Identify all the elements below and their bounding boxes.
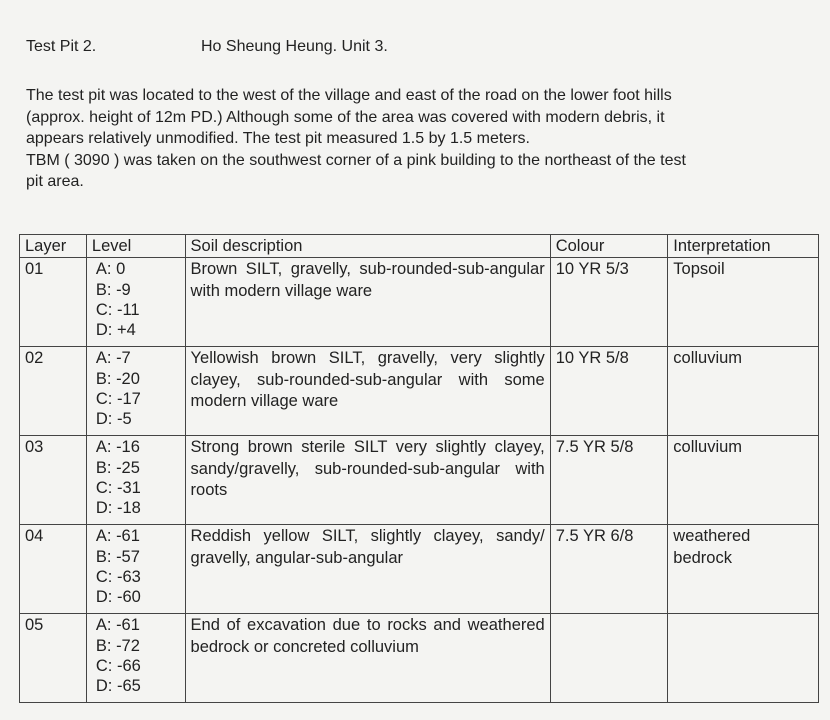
level-value: A: -61: [95, 616, 140, 634]
interpretation-cell: Topsoil: [668, 258, 819, 347]
level-value: D: -60: [95, 588, 141, 606]
table-row: [20, 436, 819, 525]
level-value: C: -31: [95, 478, 141, 497]
header-layer: Layer: [20, 235, 87, 258]
interpretation-cell: colluvium: [668, 436, 819, 525]
table-row: [20, 525, 819, 614]
soil-layer-table: [19, 234, 819, 703]
level-value: D: -5: [95, 410, 132, 428]
test-pit-title: Test Pit 2.: [26, 38, 97, 55]
level-cell: [86, 347, 185, 436]
level-value: D: -18: [95, 499, 141, 517]
table-row: [20, 614, 819, 703]
level-value: C: -66: [95, 656, 141, 675]
colour-cell: 7.5 YR 6/8: [550, 525, 668, 614]
level-value: D: +4: [95, 321, 136, 339]
level-value: C: -63: [95, 567, 141, 586]
soil-description-cell: End of excavation due to rocks and weathered bedrock or concreted colluvium: [185, 614, 550, 703]
pit-description: [26, 85, 696, 193]
colour-cell: 10 YR 5/3: [550, 258, 668, 347]
level-cell: [86, 436, 185, 525]
interpretation-cell: [668, 614, 819, 703]
level-value: B: -57: [95, 547, 140, 566]
level-cell: [86, 525, 185, 614]
interpretation-cell: weathered bedrock: [668, 525, 819, 614]
layer-cell: 04: [20, 525, 87, 614]
soil-description-cell: Reddish yellow SILT, slightly clayey, sandy/ gravelly, angular-sub-angular: [185, 525, 550, 614]
soil-description-cell: Brown SILT, gravelly, sub-rounded-sub-angular with modern village ware: [185, 258, 550, 347]
level-value: A: 0: [95, 260, 126, 278]
table-row: [20, 258, 819, 347]
table-row: [20, 347, 819, 436]
location-paragraph: The test pit was located to the west of the village and east of the road on the lower foot hills (approx. height of 12m PD.) Although some of the area was covered with modern debris, it appears relatively unmodified. The test pit measured 1.5 by 1.5 meters.: [26, 87, 672, 147]
header-colour: Colour: [550, 235, 668, 258]
table-header-row: [20, 235, 819, 258]
tbm-paragraph: TBM ( 3090 ) was taken on the southwest corner of a pink building to the northeast of the test pit area.: [26, 151, 686, 190]
level-value: A: -16: [95, 438, 140, 456]
header-soil-description: Soil description: [185, 235, 550, 258]
layer-cell: 01: [20, 258, 87, 347]
level-value: B: -9: [95, 280, 131, 299]
header-interpretation: Interpretation: [668, 235, 819, 258]
level-cell: [86, 614, 185, 703]
level-value: A: -61: [95, 527, 140, 545]
layer-cell: 03: [20, 436, 87, 525]
level-value: D: -65: [95, 677, 141, 695]
level-value: B: -20: [95, 369, 140, 388]
interpretation-cell: colluvium: [668, 347, 819, 436]
header-level: Level: [86, 235, 185, 258]
layer-cell: 05: [20, 614, 87, 703]
soil-description-cell: Yellowish brown SILT, gravelly, very slightly clayey, sub-rounded-sub-angular with some modern village ware: [185, 347, 550, 436]
level-value: A: -7: [95, 349, 131, 367]
site-title: Ho Sheung Heung. Unit 3.: [201, 38, 388, 55]
layer-cell: 02: [20, 347, 87, 436]
level-value: B: -72: [95, 636, 140, 655]
soil-description-cell: Strong brown sterile SILT very slightly clayey, sandy/gravelly, sub-rounded-sub-angular with roots: [185, 436, 550, 525]
level-value: C: -17: [95, 389, 141, 408]
colour-cell: 7.5 YR 5/8: [550, 436, 668, 525]
level-value: C: -11: [95, 300, 140, 319]
colour-cell: 10 YR 5/8: [550, 347, 668, 436]
level-cell: [86, 258, 185, 347]
colour-cell: [550, 614, 668, 703]
document-header: [26, 38, 388, 56]
level-value: B: -25: [95, 458, 140, 477]
